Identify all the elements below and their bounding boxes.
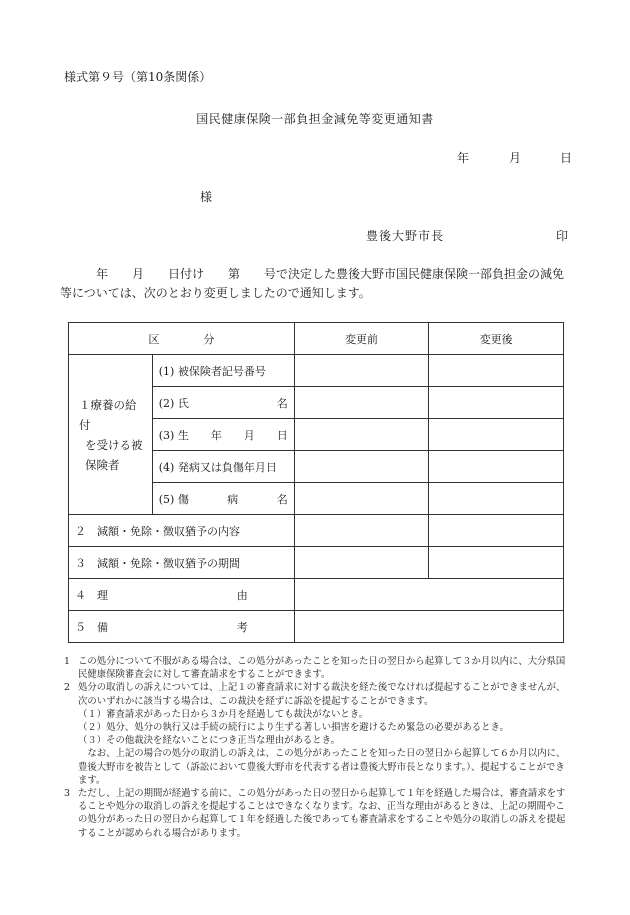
cell-before[interactable] [294,355,429,387]
row-label-remarks [69,611,295,643]
note-2-item-1: （１）審査請求があった日から３か月を経過しても裁決がないとき。 [78,708,369,720]
note-number: 1 [64,656,70,667]
addressee-suffix: 様 [200,190,213,204]
note-1 [64,655,574,681]
table-row [69,515,564,547]
row-label-text: 年 [210,428,222,442]
group-label-line: を受ける被 [85,437,143,452]
row-label-text: 病 [227,492,239,506]
note-number: 3 [64,788,70,800]
date-month: 月 [509,151,522,165]
row-label-reason [69,579,295,611]
date-year: 年 [457,151,470,165]
seal-mark: 印 [556,229,569,243]
row-label-text: ５ 備 [75,620,108,634]
body-text: 年 月 日付け 第 号で決定した豊後大野市国民健康保険一部負担金の減免等については、次のとおり変更しましたので通知します。 [60,267,565,300]
row-number: (2) [158,396,175,410]
body-paragraph [60,265,570,303]
change-table [68,322,564,643]
cell-after[interactable] [429,355,564,387]
table-row [69,579,564,611]
row-label-text: 発病又は負傷年月日 [177,460,277,474]
form-number: 様式第９号（第10条関係） [64,70,212,84]
row-label-text: 生 [177,428,189,442]
cell-after[interactable] [429,387,564,419]
cell-reason[interactable] [294,579,563,611]
row-label-text: 被保険者記号番号 [177,364,266,378]
row-label-text: 月 [243,428,255,442]
cell-before[interactable] [294,451,429,483]
header-category: 区 分 [69,323,295,355]
cell-after[interactable] [429,547,564,579]
row-label-text: 由 [236,588,248,602]
row-number: (3) [158,428,175,442]
cell-after[interactable] [429,451,564,483]
row-label-text: 考 [236,620,248,634]
group-label-line: 保険者 [85,457,120,472]
note-number: 2 [64,682,70,694]
table-header-row [69,323,564,355]
row-label-text: 日 [276,428,288,442]
cell-before[interactable] [294,387,429,419]
row-label-reduction-content: ２ 減額・免除・徴収猶予の内容 [69,515,295,547]
row-label-insured-number [152,355,294,387]
header-after: 変更後 [429,323,564,355]
note-3 [64,787,574,840]
table-row [69,547,564,579]
note-2 [64,681,574,707]
header-before: 変更前 [294,323,429,355]
group-label-line: １療養の給付 [79,397,137,432]
row-label-text: 名 [276,396,288,410]
cell-remarks[interactable] [294,611,563,643]
row-label-text: 名 [276,492,288,506]
cell-before[interactable] [294,483,429,515]
note-2-item-2: （２）処分、処分の執行又は手続の続行により生ずる著しい損害を避けるため緊急の必要があるとき。 [78,722,509,734]
row-number: (5) [158,492,175,506]
note-2-paragraph: なお、上記の場合の処分の取消しの訴えは、この処分があったことを知った日の翌日から起算して６か月以内に、豊後大野市を被告として（訴訟において豊後大野市を代表する者は豊後大野市長となります。）、提起することができます。 [78,748,566,786]
cell-before[interactable] [294,515,429,547]
row-number: (1) [158,364,175,378]
row-label-text: ４ 理 [75,588,108,602]
document-title: 国民健康保険一部負担金減免等変更通知書 [196,112,434,126]
note-text: ただし、上記の期間が経過する前に、この処分があった日の翌日から起算して１年を経過した場合は、審査請求をすることや処分の取消しの訴えを提起することはできなくなります。なお、正当な理由があるときは、上記の期間やこの処分があった日の翌日から起算して１年を経過した後であっても審査請求をすることや処分の取消しの訴えを提起することが認められる場合があります。 [78,788,566,839]
note-text: この処分について不服がある場合は、この処分があったことを知った日の翌日から起算して３か月以内に、大分県国民健康保険審査会に対して審査請求をすることができます。 [78,656,566,681]
cell-after[interactable] [429,515,564,547]
table-row [69,611,564,643]
row-label-text: 傷 [177,492,189,506]
cell-before[interactable] [294,419,429,451]
notes-section [64,655,574,840]
table-row [69,355,564,387]
row-label-text: 氏 [177,396,189,410]
issuer-name: 豊後大野市長 [366,229,445,243]
group-label [69,355,153,515]
row-label-birthdate [152,419,294,451]
row-label-reduction-period: ３ 減額・免除・徴収猶予の期間 [69,547,295,579]
cell-after[interactable] [429,419,564,451]
cell-before[interactable] [294,547,429,579]
row-label-name [152,387,294,419]
note-text: 処分の取消しの訴えについては、上記１の審査請求に対する裁決を経た後でなければ提起することができませんが、次のいずれかに該当する場合は、この裁決を経ずに訴訟を提起することができます。 [78,682,566,707]
row-label-disease-name [152,483,294,515]
row-number: (4) [158,460,175,474]
cell-after[interactable] [429,483,564,515]
note-2-item-3: （３）その他裁決を経ないことにつき正当な理由があるとき。 [78,735,340,747]
date-day: 日 [560,151,573,165]
row-label-onset-date [152,451,294,483]
